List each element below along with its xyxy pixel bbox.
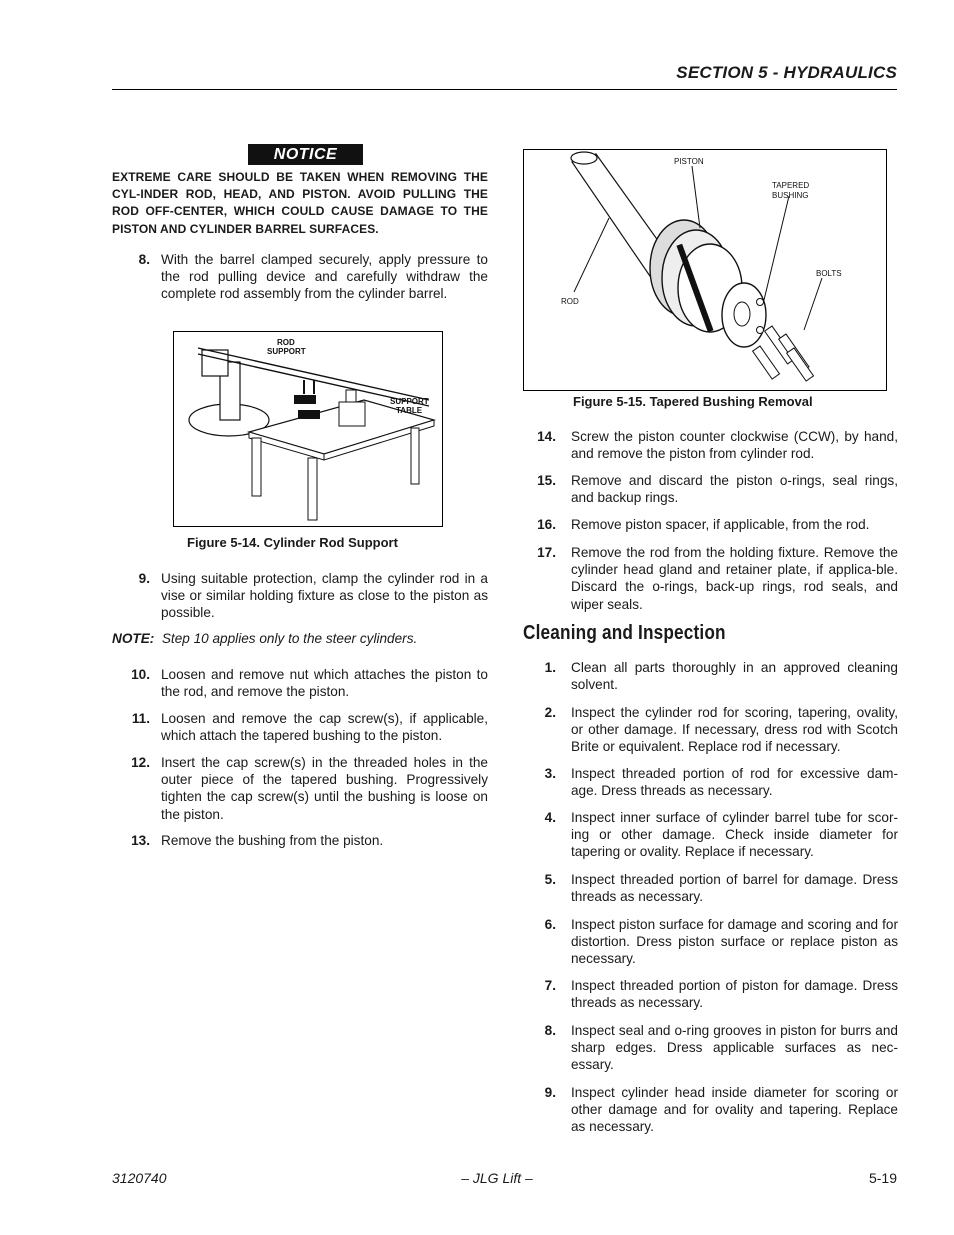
step-text: Inspect threaded portion of barrel for damage. Dress threads as necessary.	[571, 872, 898, 905]
step-text: Loosen and remove the cap screw(s), if applicable, which attach the tapered bushing to the piston.	[161, 711, 488, 744]
footer-doc-number: 3120740	[112, 1170, 167, 1186]
step-11	[112, 710, 488, 745]
step-number: 3.	[544, 766, 556, 781]
step-12	[112, 754, 488, 824]
label-rod: ROD	[561, 297, 579, 306]
step-number: 1.	[544, 660, 556, 675]
step-text: Remove the bushing from the piston.	[161, 833, 384, 848]
step-16	[524, 516, 898, 534]
step-number: 9.	[544, 1085, 556, 1100]
step-text: Clean all parts thoroughly in an approved cleaning solvent.	[571, 660, 898, 693]
tapered-bushing-illustration	[524, 150, 886, 390]
figure-tapered-bushing-removal	[523, 149, 887, 391]
step-8	[112, 251, 488, 303]
note	[112, 631, 417, 646]
step-text: Screw the piston counter clockwise (CCW), by hand, and remove the piston from cylinder rod.	[571, 429, 898, 462]
cylinder-rod-support-illustration	[174, 332, 442, 526]
section-title: SECTION 5 - HYDRAULICS	[676, 63, 897, 82]
step-text: Using suitable protection, clamp the cylinder rod in a vise or similar holding fixture as close to the piston as possible.	[161, 571, 488, 621]
step-number: 15.	[537, 473, 556, 488]
cleaning-step-9	[524, 1084, 898, 1136]
footer-page-number: 5-19	[868, 1170, 897, 1186]
cleaning-step-3	[524, 765, 898, 800]
step-text: Remove the rod from the holding fixture. Remove the cylinder head gland and retainer plate, if applica-ble. Discard the o-rings, back-up rings, rod seals, and wiper seals.	[571, 545, 898, 612]
step-text: Inspect threaded portion of rod for excessive dam-age. Dress threads as necessary.	[571, 766, 898, 799]
step-number: 9.	[138, 571, 150, 586]
step-text: Inspect seal and o-ring grooves in piston for burrs and sharp edges. Dress applicable surfaces as nec-essary.	[571, 1023, 898, 1073]
step-number: 13.	[131, 833, 150, 848]
step-text: Inspect inner surface of cylinder barrel tube for scor-ing or other damage. Check inside diameter for tapering or ovality. Replace if necessary.	[571, 810, 898, 860]
step-9	[112, 570, 488, 622]
step-number: 11.	[131, 711, 150, 726]
footer-center: – JLG Lift –	[461, 1170, 533, 1186]
step-13	[112, 832, 488, 850]
step-number: 4.	[544, 810, 556, 825]
step-text: Inspect piston surface for damage and scoring and for distortion. Dress piston surface or replace piston as necessary.	[571, 917, 898, 967]
notice-badge: NOTICE	[248, 144, 363, 165]
cleaning-step-2	[524, 704, 898, 756]
header-rule	[112, 89, 897, 90]
label-support: SUPPORT	[390, 397, 429, 406]
step-number: 12.	[131, 755, 150, 770]
step-number: 16.	[537, 517, 556, 532]
cleaning-step-5	[524, 871, 898, 906]
label-rod-support: SUPPORT	[267, 347, 306, 356]
step-10	[112, 666, 488, 701]
step-17	[524, 544, 898, 614]
step-text: With the barrel clamped securely, apply pressure to the rod pulling device and carefully withdraw the complete rod assembly from the cylinder barrel.	[161, 252, 488, 302]
note-label: NOTE:	[112, 631, 155, 646]
step-text: Inspect the cylinder rod for scoring, tapering, ovality, or other damage. If necessary, dress rod with Scotch Brite or equivalent. Replace rod if necessary.	[571, 705, 898, 755]
cleaning-step-7	[524, 977, 898, 1012]
step-number: 14.	[537, 429, 556, 444]
cleaning-step-6	[524, 916, 898, 968]
cleaning-heading: Cleaning and Inspection	[523, 622, 726, 644]
figure-cylinder-rod-support	[173, 331, 443, 527]
label-support-table: TABLE	[396, 406, 423, 415]
step-number: 8.	[544, 1023, 556, 1038]
step-number: 5.	[544, 872, 556, 887]
label-piston: PISTON	[674, 157, 704, 166]
step-number: 8.	[138, 252, 150, 267]
note-text: Step 10 applies only to the steer cylinders.	[161, 631, 418, 646]
label-tapered: TAPERED	[772, 181, 810, 190]
step-text: Inspect threaded portion of piston for damage. Dress threads as necessary.	[571, 978, 898, 1011]
step-number: 6.	[544, 917, 556, 932]
cleaning-step-4	[524, 809, 898, 861]
label-rod: ROD	[277, 338, 295, 347]
step-number: 7.	[544, 978, 556, 993]
notice-text: EXTREME CARE SHOULD BE TAKEN WHEN REMOVING THE CYL-INDER ROD, HEAD, AND PISTON. AVOID PULLING THE ROD OFF-CENTER, WHICH COULD CAUSE DAMAGE TO THE PISTON AND CYLINDER BARREL SURFACES.	[112, 170, 488, 236]
label-bolts: BOLTS	[816, 269, 842, 278]
step-number: 2.	[544, 705, 556, 720]
step-number: 10.	[131, 667, 150, 682]
step-text: Loosen and remove nut which attaches the piston to the rod, and remove the piston.	[161, 667, 488, 700]
label-bushing: BUSHING	[772, 191, 809, 200]
figure-14-caption: Figure 5-14. Cylinder Rod Support	[187, 535, 398, 550]
step-text: Remove piston spacer, if applicable, from the rod.	[571, 517, 870, 532]
cleaning-step-1	[524, 659, 898, 694]
cleaning-step-8	[524, 1022, 898, 1074]
step-14	[524, 428, 898, 463]
step-number: 17.	[537, 545, 556, 560]
step-text: Insert the cap screw(s) in the threaded holes in the outer piece of the tapered bushing. Progressively tighten the cap screw(s) until the bushing is loose on the piston.	[161, 755, 488, 822]
figure-15-caption: Figure 5-15. Tapered Bushing Removal	[573, 394, 813, 409]
step-text: Inspect cylinder head inside diameter for scoring or other damage and for ovality and tapering. Replace as necessary.	[571, 1085, 898, 1135]
step-15	[524, 472, 898, 507]
step-text: Remove and discard the piston o-rings, seal rings, and backup rings.	[571, 473, 898, 506]
